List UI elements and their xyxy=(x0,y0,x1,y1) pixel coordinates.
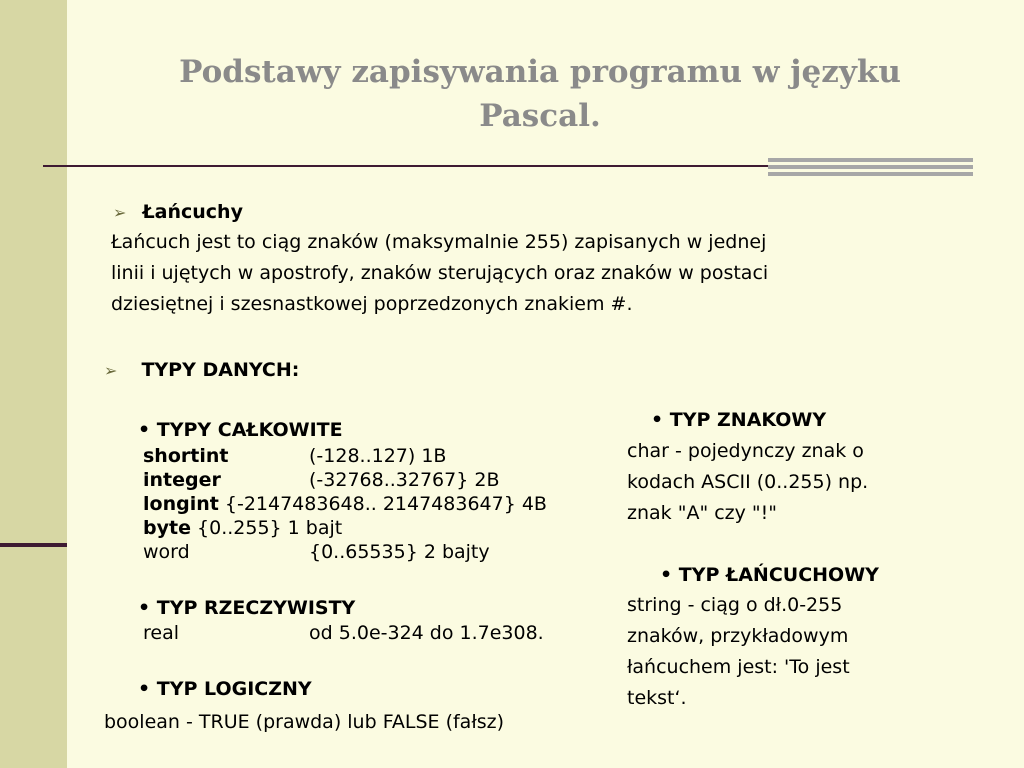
string-type-heading: • TYP ŁAŃCUCHOWY xyxy=(660,564,879,586)
char-type-heading: • TYP ZNAKOWY xyxy=(651,409,827,431)
type-row-word: word {0..65535} 2 bajty xyxy=(143,541,490,563)
chains-paragraph: Łańcuch jest to ciąg znaków (maksymalnie 255) zapisanych w jednej linii i ujętych w apostrofy, znaków sterujących oraz znaków w postaci dziesiętnej i szesnastkowej poprzedzonych znakiem #. xyxy=(111,231,769,315)
arrow-bullet-icon: ➢ xyxy=(113,203,127,222)
string-type-desc: string - ciąg o dł.0-255 znaków, przykładowym łańcuchem jest: 'To jest tekst‘. xyxy=(627,594,850,709)
integer-types-heading: • TYPY CAŁKOWITE xyxy=(138,419,343,441)
real-type-heading: • TYP RZECZYWISTY xyxy=(138,597,356,619)
logical-type-heading: • TYP LOGICZNY xyxy=(138,678,312,700)
type-row-byte: byte {0..255} 1 bajt xyxy=(143,517,343,539)
data-types-heading: ➢ TYPY DANYCH: xyxy=(104,359,300,381)
arrow-bullet-icon: ➢ xyxy=(104,361,118,380)
page-title: Podstawy zapisywania programu w języku Pascal. xyxy=(179,54,901,134)
type-row-shortint: shortint (-128..127) 1B xyxy=(143,445,447,467)
type-row-real: real od 5.0e-324 do 1.7e308. xyxy=(143,622,544,644)
left-decor-bar xyxy=(0,0,67,768)
chains-heading: ➢ Łańcuchy xyxy=(113,201,243,223)
left-decor-accent xyxy=(0,543,67,547)
title-divider-accent xyxy=(768,158,973,178)
char-type-desc: char - pojedynczy znak o kodach ASCII (0..255) np. znak "A" czy "!" xyxy=(627,440,869,524)
type-row-longint: longint {-2147483648.. 2147483647} 4B xyxy=(143,493,547,515)
logical-type-desc: boolean - TRUE (prawda) lub FALSE (fałsz) xyxy=(104,711,505,733)
type-row-integer: integer (-32768..32767} 2B xyxy=(143,469,500,491)
